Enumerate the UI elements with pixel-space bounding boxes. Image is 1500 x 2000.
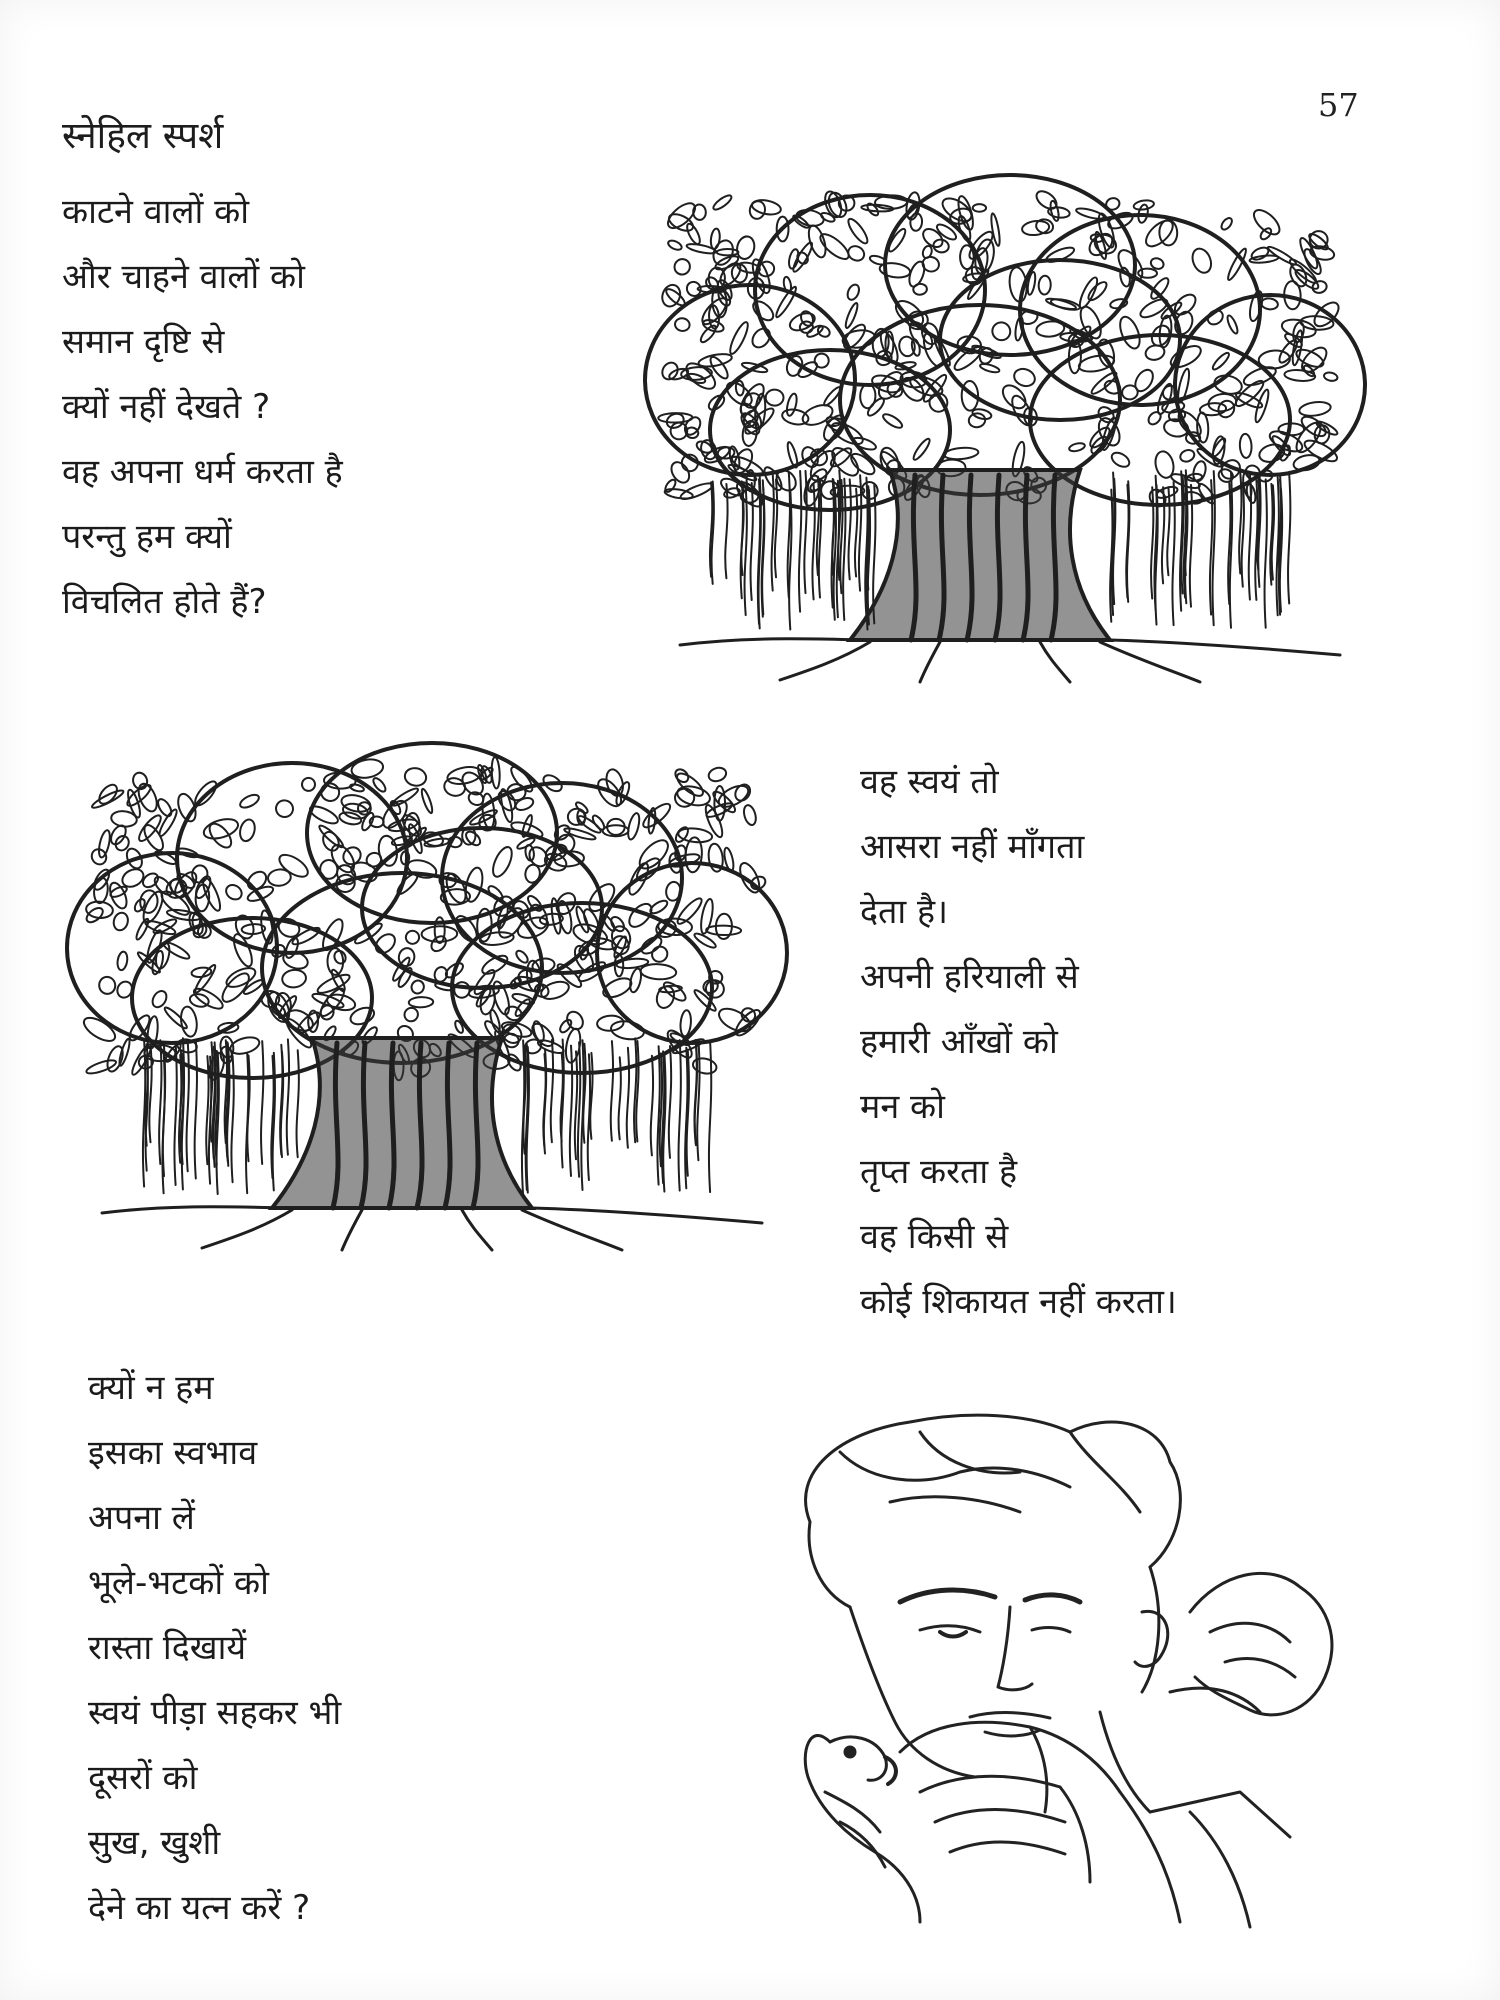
banyan-tree-drawing xyxy=(62,738,797,1258)
banyan-tree-drawing xyxy=(640,170,1375,690)
person-with-parrot-illustration xyxy=(770,1392,1350,1937)
stanza-2 xyxy=(860,750,1177,1335)
poem-line: वह किसी से xyxy=(860,1217,1009,1257)
page-number: 57 xyxy=(1318,86,1359,124)
stanza-3 xyxy=(88,1356,341,1941)
banyan-tree-illustration xyxy=(640,170,1375,690)
poem-line: भूले-भटकों को xyxy=(88,1563,269,1603)
poem-line: अपनी हरियाली से xyxy=(860,957,1079,997)
poem-line: और चाहने वालों को xyxy=(62,257,305,297)
poem-line: परन्तु हम क्यों xyxy=(62,517,232,557)
poem-line: तृप्त करता है xyxy=(860,1152,1018,1192)
poem-title: स्नेहिल स्पर्श xyxy=(62,114,224,157)
poem-line: विचलित होते हैं? xyxy=(62,582,267,622)
poem-line: मन को xyxy=(860,1087,945,1127)
poem-line: वह अपना धर्म करता है xyxy=(62,452,343,492)
poem-line: वह स्वयं तो xyxy=(860,762,999,802)
banyan-tree-illustration xyxy=(62,738,797,1258)
poem-line: दूसरों को xyxy=(88,1758,198,1798)
person-with-parrot-drawing xyxy=(770,1392,1350,1937)
poem-line: सुख, खुशी xyxy=(88,1823,221,1863)
poem-line: हमारी आँखों को xyxy=(860,1022,1058,1062)
poem-line: आसरा नहीं माँगता xyxy=(860,827,1085,867)
stanza-1 xyxy=(62,180,343,635)
poem-line: कोई शिकायत नहीं करता। xyxy=(860,1282,1177,1322)
poem-line: क्यों न हम xyxy=(88,1368,214,1408)
poem-line: देता है। xyxy=(860,892,948,932)
poem-line: क्यों नहीं देखते ? xyxy=(62,387,271,427)
poem-line: इसका स्वभाव xyxy=(88,1433,258,1473)
poem-line: काटने वालों को xyxy=(62,192,250,232)
poem-line: अपना लें xyxy=(88,1498,195,1538)
poem-line: स्वयं पीड़ा सहकर भी xyxy=(88,1693,342,1733)
poem-line: समान दृष्टि से xyxy=(62,322,225,362)
poem-line: रास्ता दिखायें xyxy=(88,1628,247,1668)
poem-line: देने का यत्न करें ? xyxy=(88,1888,311,1928)
